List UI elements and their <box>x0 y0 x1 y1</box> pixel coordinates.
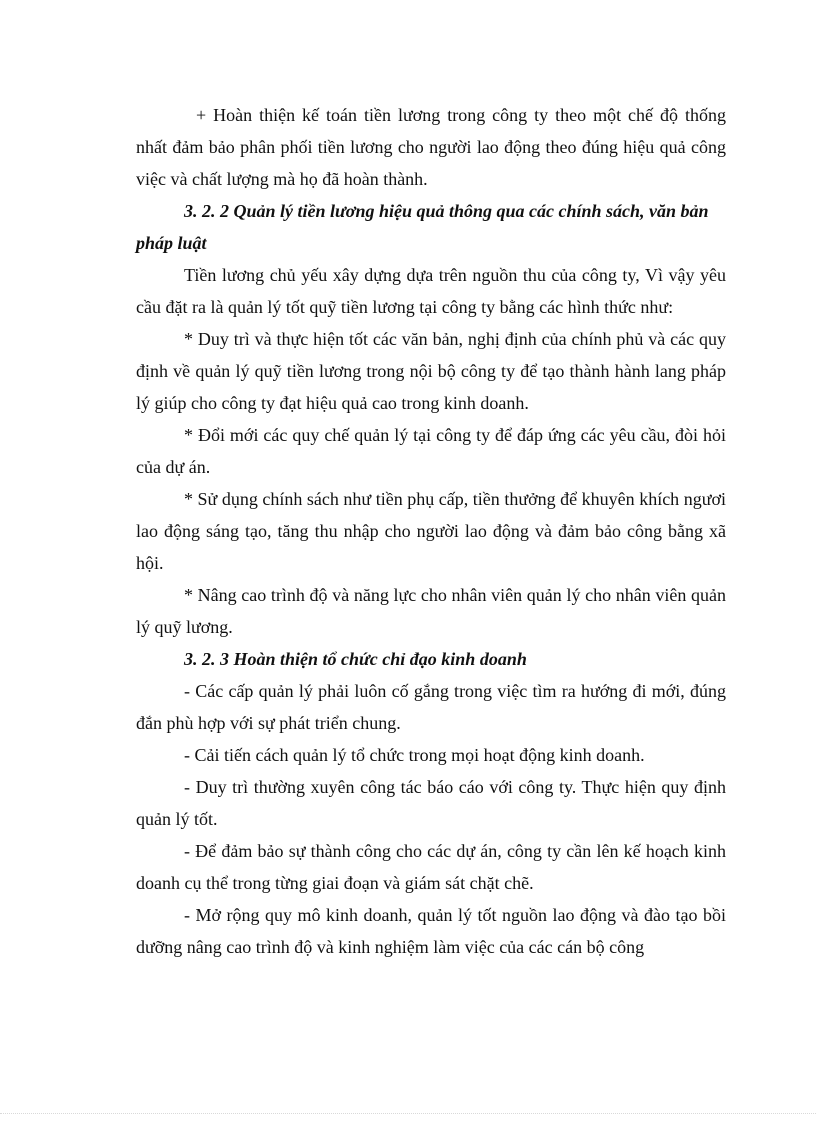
section-heading-3-2-3: 3. 2. 3 Hoàn thiện tổ chức chỉ đạo kinh doanh <box>184 649 527 669</box>
list-item-project-planning: - Để đảm bảo sự thành công cho các dự án, công ty cần lên kế hoạch kinh doanh cụ thể trong từng giai đoạn và giám sát chặt chẽ. <box>136 841 726 893</box>
paragraph-payroll-accounting: + Hoàn thiện kế toán tiền lương trong công ty theo một chế độ thống nhất đảm bảo phân phối tiền lương cho người lao động theo đúng hiệu quả công việc và chất lượng mà họ đã hoàn thành. <box>136 105 726 189</box>
list-item-regulation-innovation: * Đổi mới các quy chế quản lý tại công ty để đáp ứng các yêu cầu, đòi hỏi của dự án. <box>136 425 726 477</box>
list-item-allowance-bonus: * Sử dụng chính sách như tiền phụ cấp, tiền thưởng để khuyên khích ngươi lao động sáng tạo, tăng thu nhập cho người lao động và đảm bảo công bằng xã hội. <box>136 489 726 573</box>
section-heading-3-2-2: 3. 2. 2 Quản lý tiền lương hiệu quả thông qua các chính sách, văn bản pháp luật <box>136 201 709 253</box>
list-item-business-expansion: - Mở rộng quy mô kinh doanh, quản lý tốt nguồn lao động và đào tạo bồi dưỡng nâng cao trình độ và kinh nghiệm làm việc của các cán bộ công <box>136 905 726 957</box>
paragraph-salary-management-intro: Tiền lương chủ yếu xây dựng dựa trên nguồn thu của công ty, Vì vậy yêu cầu đặt ra là quản lý tốt quỹ tiền lương tại công ty bằng các hình thức như: <box>136 265 726 317</box>
list-item-reporting: - Duy trì thường xuyên công tác báo cáo với công ty. Thực hiện quy định quản lý tốt. <box>136 777 726 829</box>
list-item-management-direction: - Các cấp quản lý phải luôn cố gắng trong việc tìm ra hướng đi mới, đúng đắn phù hợp với sự phát triển chung. <box>136 681 726 733</box>
list-item-staff-training: * Nâng cao trình độ và năng lực cho nhân viên quản lý cho nhân viên quản lý quỹ lương. <box>136 585 726 637</box>
list-item-legal-documents: * Duy trì và thực hiện tốt các văn bản, nghị định của chính phủ và các quy định về quản lý quỹ tiền lương trong nội bộ công ty để tạo thành hành lang pháp lý giúp cho công ty đạt hiệu quả cao trong kinh doanh. <box>136 329 726 413</box>
document-body <box>136 99 726 963</box>
list-item-organization-improvement: - Cải tiến cách quản lý tổ chức trong mọi hoạt động kinh doanh. <box>184 745 645 765</box>
page-bottom-divider <box>0 1113 816 1114</box>
